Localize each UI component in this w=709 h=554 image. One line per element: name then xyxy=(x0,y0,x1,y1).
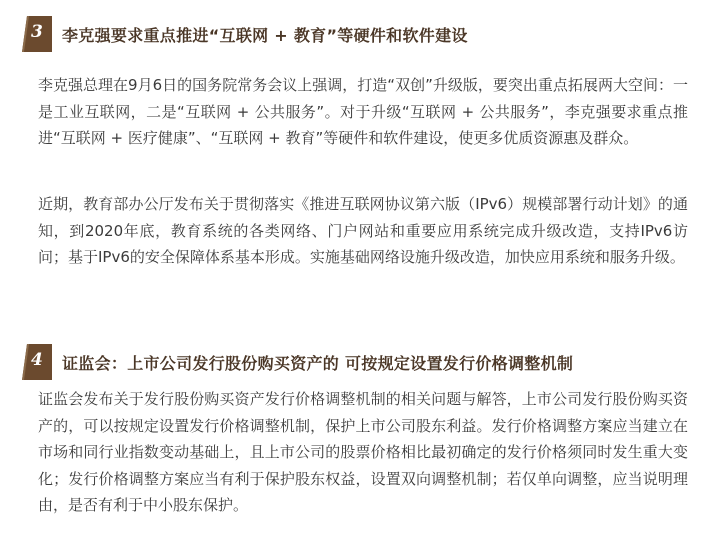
section-number-badge xyxy=(22,16,52,52)
section-4-heading xyxy=(22,344,573,380)
section-4 xyxy=(0,340,709,554)
section-title: 李克强要求重点推进“互联网 + 教育”等硬件和软件建设 xyxy=(62,25,468,45)
paragraph: 证监会发布关于发行股份购买资产发行价格调整机制的相关问题与解答，上市公司发行股份购买资产的，可以按规定设置发行价格调整机制，保护上市公司股东利益。发行价格调整方案应当建立在市场和同行业指数变动基础上，且上市公司的股票价格相比最初确定的发行价格须同时发生重大变化；发行价格调整方案应当有利于保护股东权益，设置双向调整机制；若仅单向调整，应当说明理由，是否有利于中小股东保护。 xyxy=(38,390,688,514)
section-title: 证监会：上市公司发行股份购买资产的 可按规定设置发行价格调整机制 xyxy=(62,353,574,373)
paragraph: 近期，教育部办公厅发布关于贯彻落实《推进互联网协议第六版（IPv6）规模部署行动计划》的通知，到2020年底，教育系统的各类网络、门户网站和重要应用系统完成升级改造，支持IPv6访问；基于IPv6的安全保障体系基本形成。实施基础网络设施升级改造，加快应用系统和服务升级。 xyxy=(38,195,688,266)
section-number-badge xyxy=(22,344,52,380)
section-number: 4 xyxy=(31,350,43,370)
paragraph: 李克强总理在9月6日的国务院常务会议上强调，打造“双创”升级版，要突出重点拓展两大空间：一是工业互联网，二是“互联网 + 公共服务”。对于升级“互联网 + 公共服务”，李克强要求重点推进“互联网 + 医疗健康”、“互联网 + 教育”等硬件和软件建设，使更多优质资源惠及群众。 xyxy=(38,76,688,147)
section-number: 3 xyxy=(31,22,43,42)
section-3-heading xyxy=(22,16,468,52)
